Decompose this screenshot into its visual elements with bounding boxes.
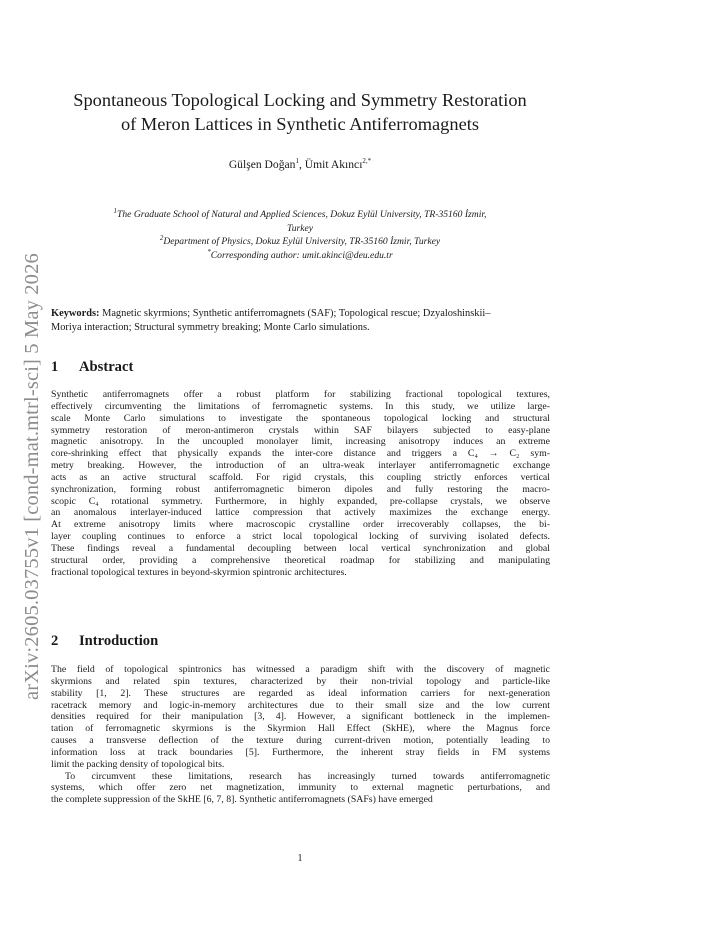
text-line: the complete suppression of the SkHE [6, 7, 8]. Synthetic antiferromagnets (SAFs) have emerged <box>51 794 433 806</box>
text-line: acts as an active structural scaffold. For rigid crystals, this coupling strictly enforces vertical <box>51 471 550 483</box>
affiliation-2-text: Department of Physics, Dokuz Eylül University, TR-35160 İzmir, Turkey <box>163 236 441 247</box>
affiliation-1 <box>40 208 560 222</box>
text-line: racetrack memory and logic-in-memory architectures due to their small size and the low current <box>51 699 550 711</box>
keywords-line-2: Moriya interaction; Structural symmetry breaking; Monte Carlo simulations. <box>51 321 370 333</box>
text-line: information loss at track boundaries [5]. Furthermore, the inherent stray fields in FM systems <box>51 746 550 758</box>
introduction-body <box>51 664 550 806</box>
text-line: effectively circumventing the limitations of ferromagnetic systems. In this study, we utilize large- <box>51 400 550 412</box>
arxiv-identifier: arXiv:2605.03755v1 [cond-mat.mtrl-sci] 5 May 2026 <box>21 253 43 700</box>
keywords-line-1: Magnetic skyrmions; Synthetic antiferromagnets (SAF); Topological rescue; Dzyaloshinskii– <box>99 308 491 319</box>
paper-title <box>40 88 560 136</box>
text-line: structural order, providing a comprehensive theoretical roadmap for stabilizing and manipulating <box>51 554 550 566</box>
text-line: layer coupling continues to enforce a strict local topological locking of surviving isolated defects. <box>51 531 550 543</box>
affiliation-1-line-2: Turkey <box>286 222 314 234</box>
section-title: Abstract <box>79 359 134 375</box>
keywords-label: Keywords: <box>51 308 100 319</box>
introduction-paragraph-2 <box>51 771 550 807</box>
text-line: stability [1, 2]. These structures are regarded as ideal information carriers for next-generation <box>51 687 550 699</box>
text-line: densities required for their manipulation [3, 4]. However, a significant bottleneck in the implemen- <box>51 711 550 723</box>
section-number: 2 <box>51 633 59 649</box>
text-line: metry breaking. However, the introduction of an ultra-weak interlayer antiferromagnetic exchange <box>51 460 550 472</box>
text-line: scopic C₄ rotational symmetry. Furthermore, in highly expanded, pre-collapse crystals, we observe <box>51 495 550 507</box>
section-heading-introduction <box>51 633 158 650</box>
text-line: synchronization, forming robust antiferromagnetic bimeron dipoles and fully restoring the macro- <box>51 483 550 495</box>
section-number: 1 <box>51 359 59 375</box>
affiliation-1-line-1: The Graduate School of Natural and Applied Sciences, Dokuz Eylül University, TR-35160 İzmir, <box>117 209 487 220</box>
author-1-affil-mark: 1 <box>295 157 299 166</box>
corr-mark: * <box>207 247 211 256</box>
title-line-2: of Meron Lattices in Synthetic Antiferromagnets <box>120 114 479 134</box>
text-line: To circumvent these limitations, research has increasingly turned towards antiferromagnetic <box>65 770 550 782</box>
text-line: an anomalous interlayer-induced lattice compression that actively maximizes the exchange energy. <box>51 507 550 519</box>
text-line: symmetry restoration of meron-antimeron crystals within SAF bilayers subjected to easy-plane <box>51 424 550 436</box>
page-number: 1 <box>297 853 303 864</box>
keywords <box>51 307 602 334</box>
corresponding-author <box>40 249 560 263</box>
corresponding-author-text: Corresponding author: umit.akinci@deu.edu.tr <box>210 249 393 261</box>
text-line: Synthetic antiferromagnets offer a robust platform for stabilizing fractional topological textures, <box>51 389 550 400</box>
text-line: tation of ferromagnetic skyrmions is the Skyrmion Hall Effect (SkHE), where the Magnus force <box>51 723 550 735</box>
section-title: Introduction <box>79 633 159 649</box>
text-line: systems, which offer zero net magnetization, immunity to external magnetic perturbations, and <box>51 782 550 794</box>
title-line-1: Spontaneous Topological Locking and Symmetry Restoration <box>73 90 527 110</box>
text-line: magnetic anisotropy. In the uncoupled monolayer limit, increasing anisotropy induces an extreme <box>51 436 550 448</box>
text-line: The field of topological spintronics has witnessed a paradigm shift with the discovery of magnetic <box>51 664 550 675</box>
affil-2-mark: 2 <box>159 233 164 242</box>
text-line: At extreme anisotropy limits where macroscopic crystalline order irrecoverably collapses, the bi- <box>51 519 550 531</box>
text-line: scale Monte Carlo simulations to investigate the spontaneous topological locking and structural <box>51 412 550 424</box>
text-line: core-shrinking effect that physically expands the inter-core distance and triggers a C₄ → C₂ sym- <box>51 448 550 460</box>
author-2-affil-mark: 2,* <box>362 157 372 166</box>
text-line: These findings reveal a fundamental decoupling between local vertical synchronization and global <box>51 542 550 554</box>
section-heading-abstract <box>51 359 133 376</box>
text-line: limit the packing density of topological bits. <box>51 758 225 770</box>
text-line: fractional topological textures in beyond-skyrmion spintronic architectures. <box>51 566 347 578</box>
affiliation-2 <box>40 235 560 249</box>
author-separator: , <box>298 158 305 171</box>
affiliations <box>40 208 560 262</box>
author-list <box>40 158 560 171</box>
affil-1-mark: 1 <box>113 206 118 215</box>
text-line: skyrmions and related spin textures, characterized by their non-trivial topology and particle-like <box>51 675 550 687</box>
text-line: causes a transverse deflection of the texture during current-driven motion, potentially leading to <box>51 735 550 747</box>
author-1: Gülşen Doğan <box>228 158 296 171</box>
author-2: Ümit Akıncı <box>304 158 363 171</box>
abstract-body <box>51 389 550 579</box>
